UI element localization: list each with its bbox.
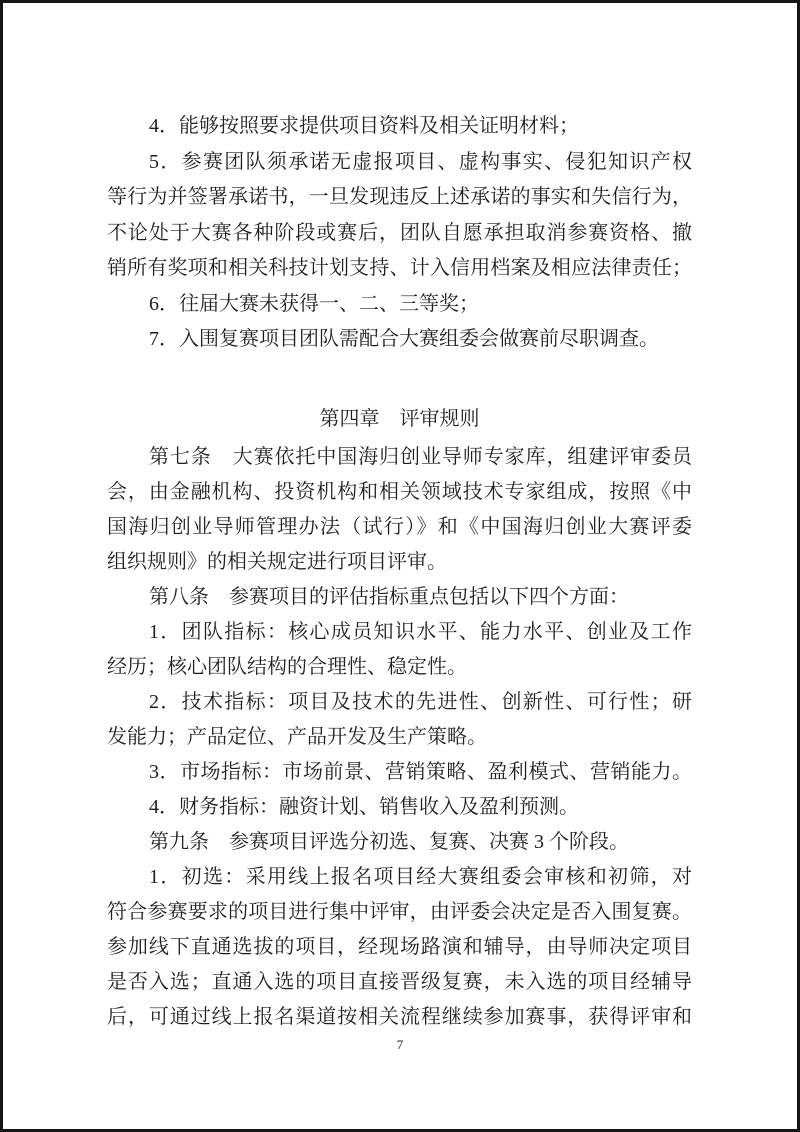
doc-line: 国海归创业导师管理办法（试行）》和《中国海归创业大赛评委 [107, 515, 692, 538]
doc-line: 7．入围复赛项目团队需配合大赛组委会做赛前尽职调查。 [149, 328, 659, 350]
doc-line: 会，由金融机构、投资机构和相关领域技术专家组成，按照《中 [107, 480, 692, 503]
doc-line: 发能力；产品定位、产品开发及生产策略。 [107, 725, 487, 748]
document-content [107, 109, 692, 1035]
doc-line: 3．市场指标：市场前景、营销策略、盈利模式、营销能力。 [149, 760, 692, 783]
doc-line: 等行为并签署承诺书，一旦发现违反上述承诺的事实和失信行为， [107, 186, 692, 208]
doc-line: 后，可通过线上报名渠道按相关流程继续参加赛事，获得评审和 [107, 1005, 692, 1028]
doc-line: 第八条 参赛项目的评估指标重点包括以下四个方面： [149, 585, 629, 608]
doc-line: 4．财务指标：融资计划、销售收入及盈利预测。 [149, 795, 579, 818]
doc-line: 符合参赛要求的项目进行集中评审，由评委会决定是否入围复赛。 [107, 900, 692, 923]
doc-line: 第七条 大赛依托中国海归创业导师专家库，组建评审委员 [149, 445, 692, 468]
doc-line: 1．初选：采用线上报名项目经大赛组委会审核和初筛，对 [149, 865, 692, 888]
chapter-heading: 第四章 评审规则 [319, 407, 480, 430]
doc-line: 不论处于大赛各种阶段或赛后，团队自愿承担取消参赛资格、撤 [107, 221, 692, 244]
doc-line: 是否入选；直通入选的项目直接晋级复赛，未入选的项目经辅导 [107, 970, 692, 993]
clauses-block [107, 109, 692, 358]
doc-line: 第九条 参赛项目评选分初选、复赛、决赛 3 个阶段。 [149, 830, 629, 853]
page-number: 7 [396, 1037, 404, 1052]
doc-line: 5．参赛团队须承诺无虚报项目、虚构事实、侵犯知识产权 [149, 150, 692, 173]
doc-line: 参加线下直通选拔的项目，经现场路演和辅导，由导师决定项目 [107, 935, 692, 958]
body-block [107, 440, 692, 1035]
doc-line: 销所有奖项和相关科技计划支持、计入信用档案及相应法律责任； [107, 257, 692, 279]
doc-line: 2．技术指标：项目及技术的先进性、创新性、可行性；研 [149, 690, 692, 713]
doc-line: 组织规则》的相关规定进行项目评审。 [107, 550, 447, 573]
doc-line: 经历；核心团队结构的合理性、稳定性。 [107, 655, 467, 678]
doc-line: 6．往届大赛未获得一、二、三等奖； [149, 292, 479, 315]
doc-line: 4．能够按照要求提供项目资料及相关证明材料； [149, 115, 579, 137]
doc-line: 1．团队指标：核心成员知识水平、能力水平、创业及工作 [149, 620, 692, 643]
